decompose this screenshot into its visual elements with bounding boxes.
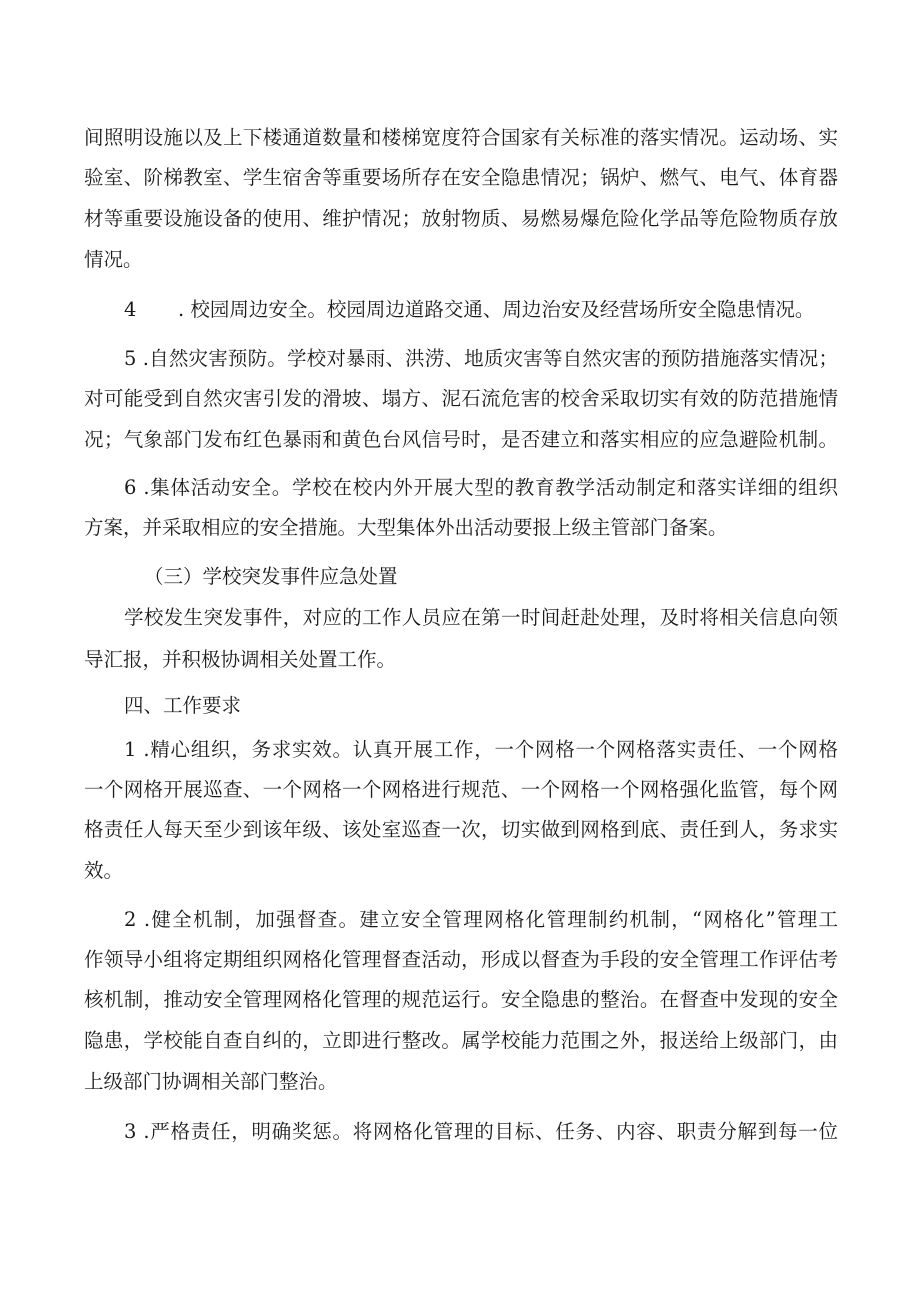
paragraph-line: 一个网格开展巡查、一个网格一个网格进行规范、一个网格一个网格强化监管，每个网 <box>84 778 838 801</box>
paragraph-line: 格责任人每天至少到该年级、该处室巡查一次，切实做到网格到底、责任到人，务求实 <box>84 818 838 841</box>
paragraph-line: 核机制，推动安全管理网格化管理的规范运行。安全隐患的整治。在督查中发现的安全 <box>84 988 838 1011</box>
paragraph-line: 导汇报，并积极协调相关处置工作。 <box>84 648 397 671</box>
paragraph-line: 1 .精心组织，务求实效。认真开展工作，一个网格一个网格落实责任、一个网格 <box>124 738 838 761</box>
paragraph-line: 2 .健全机制，加强督查。建立安全管理网格化管理制约机制，“网格化”管理工 <box>124 908 838 931</box>
section-heading: 四、工作要求 <box>124 694 242 717</box>
paragraph-line: 情况。 <box>84 248 143 271</box>
paragraph-line: 方案，并采取相应的安全措施。大型集体外出活动要报上级主管部门备案。 <box>84 516 728 539</box>
section-heading: （三）学校突发事件应急处置 <box>144 565 398 588</box>
paragraph-line: 上级部门协调相关部门整治。 <box>84 1070 338 1093</box>
list-item-text: . 校园周边安全。校园周边道路交通、周边治安及经营场所安全隐患情况。 <box>178 298 815 321</box>
paragraph-line: 5 .自然灾害预防。学校对暴雨、洪涝、地质灾害等自然灾害的预防措施落实情况； <box>124 347 838 370</box>
paragraph-line: 材等重要设施设备的使用、维护情况；放射物质、易燃易爆危险化学品等危险物质存放 <box>84 207 838 230</box>
paragraph-line: 间照明设施以及上下楼通道数量和楼梯宽度符合国家有关标准的落实情况。运动场、实 <box>84 126 838 149</box>
paragraph-line: 况；气象部门发布红色暴雨和黄色台风信号时，是否建立和落实相应的应急避险机制。 <box>84 428 838 451</box>
paragraph-line: 验室、阶梯教室、学生宿舍等重要场所存在安全隐患情况；锅炉、燃气、电气、体育器 <box>84 166 838 189</box>
paragraph-line: 3 .严格责任，明确奖惩。将网格化管理的目标、任务、内容、职责分解到每一位 <box>124 1120 838 1143</box>
list-number: 4 <box>124 298 137 321</box>
paragraph-line: 6 .集体活动安全。学校在校内外开展大型的教育教学活动制定和落实详细的组织 <box>124 476 838 499</box>
paragraph-line: 隐患，学校能自查自纠的，立即进行整改。属学校能力范围之外，报送给上级部门，由 <box>84 1029 838 1052</box>
paragraph-line: 效。 <box>84 859 124 882</box>
paragraph-line: 作领导小组将定期组织网格化管理督查活动，形成以督查为手段的安全管理工作评估考 <box>84 948 838 971</box>
paragraph-line: 学校发生突发事件，对应的工作人员应在第一时间赶赴处理，及时将相关信息向领 <box>124 606 838 629</box>
paragraph-line: 对可能受到自然灾害引发的滑坡、塌方、泥石流危害的校舍采取切实有效的防范措施情 <box>84 387 838 410</box>
list-item-4 <box>124 296 814 324</box>
